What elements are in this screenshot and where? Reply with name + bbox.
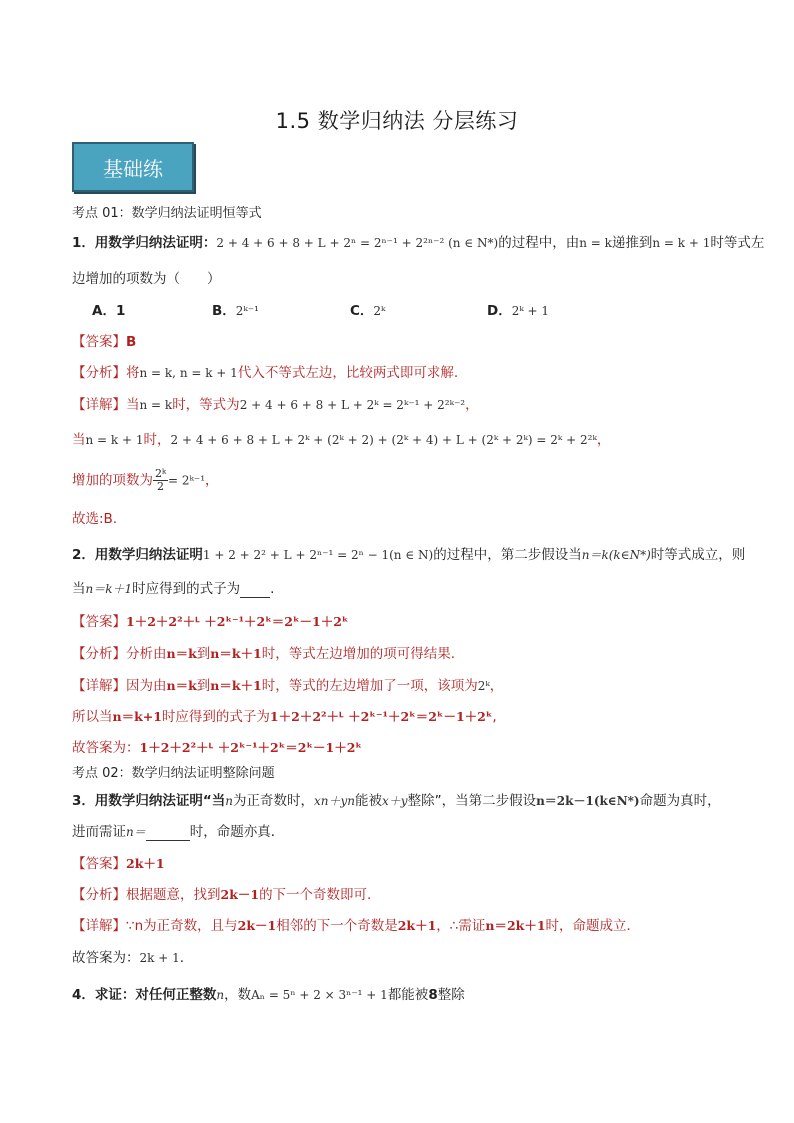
q1-option-d: D．2ᵏ + 1 [487, 303, 550, 319]
q2-answer: 【答案】1＋2＋2²＋ᒻ ＋2ᵏ⁻¹＋2ᵏ＝2ᵏ－1＋2ᵏ [72, 614, 349, 630]
q1-stem-line1: 1．用数学归纳法证明：2 + 4 + 6 + 8 + L + 2ⁿ = 2ⁿ⁻¹ + 2²ⁿ⁻² (n ∈ N*)的过程中，由n = k递推到n = k + 1时等式左 [72, 235, 765, 251]
q1-option-c: C．2ᵏ [350, 303, 386, 319]
q3-blank [146, 827, 190, 841]
q3-stem-line1: 3．用数学归纳法证明“当n为正奇数时，xn＋yn能被x＋y整除”，当第二步假设n＝2k－1(k∈N*)命题为真时， [72, 793, 721, 809]
q3-answer: 【答案】2k＋1 [72, 856, 165, 872]
q3-analysis: 【分析】根据题意，找到2k－1的下一个奇数即可. [72, 887, 372, 903]
q3-detail: 【详解】∵n为正奇数，且与2k－1相邻的下一个奇数是2k＋1，∴需证n＝2k＋1时，命题成立． [72, 918, 641, 934]
q1-fraction: $\frac{\text{2ᵏ}}{2}$ [155, 467, 167, 493]
q2-analysis: 【分析】分析由n＝k到n＝k＋1时，等式左边增加的项可得结果. [72, 646, 455, 662]
q1-analysis: 【分析】将n = k, n = k + 1代入不等式左边，比较两式即可求解. [72, 365, 459, 381]
q2-detail-line1: 【详解】因为由n＝k到n＝k＋1时，等式的左边增加了一项，该项为2ᵏ， [72, 678, 504, 694]
q1-detail-line1: 【详解】当n = k时，等式为2 + 4 + 6 + 8 + L + 2ᵏ = 2ᵏ⁻¹ + 2²ᵏ⁻²， [72, 397, 479, 413]
point-heading-2: 考点 02：数学归纳法证明整除问题 [72, 766, 275, 781]
q2-stem-line1: 2．用数学归纳法证明1 + 2 + 2² + L + 2ⁿ⁻¹ = 2ⁿ − 1(n ∈ N)的过程中，第二步假设当n＝k(k∈N*)时等式成立，则 [72, 547, 746, 563]
q2-stem-line2: 当n＝k＋1时应得到的式子为 . [72, 581, 275, 597]
q2-detail-line3: 故答案为：1＋2＋2²＋ᒻ ＋2ᵏ⁻¹＋2ᵏ＝2ᵏ－1＋2ᵏ [72, 740, 362, 756]
q1-formula: 2 + 4 + 6 + 8 + L + 2ⁿ = 2ⁿ⁻¹ + 2²ⁿ⁻² (n ∈ N*) [216, 236, 499, 250]
q1-detail-line3: 增加的项数为 $\frac{\text{2ᵏ}}{2}$ = 2ᵏ⁻¹， [72, 467, 219, 493]
q1-answer: 【答案】B [72, 334, 137, 350]
page-title: 1.5 数学归纳法 分层练习 [275, 109, 519, 133]
q1-detail-line2: 当n = k + 1时，2 + 4 + 6 + 8 + L + 2ᵏ + (2ᵏ + 2) + (2ᵏ + 4) + L + (2ᵏ + 2ᵏ) = 2ᵏ + 2²ᵏ， [72, 432, 611, 448]
q1-stem-line2: 边增加的项数为（ ） [72, 271, 221, 287]
q1-option-a: A．1 [92, 303, 126, 319]
q4-stem: 4．求证：对任何正整数n，数Aₙ = 5ⁿ + 2 × 3ⁿ⁻¹ + 1都能被8整除 [72, 987, 465, 1003]
section-badge: 基础练 [72, 142, 194, 192]
q1-conclusion: 故选:B. [72, 511, 118, 527]
q3-stem-line2: 进而需证n＝ 时，命题亦真． [72, 824, 285, 840]
q2-blank [240, 584, 270, 598]
point-heading-1: 考点 01：数学归纳法证明恒等式 [72, 206, 262, 221]
q1-option-b: B．2ᵏ⁻¹ [212, 303, 259, 319]
q3-conclusion: 故答案为：2k + 1. [72, 950, 185, 966]
q2-detail-line2: 所以当n＝k+1时应得到的式子为1＋2＋2²＋ᒻ ＋2ᵏ⁻¹＋2ᵏ＝2ᵏ－1＋2ᵏ, [72, 709, 497, 725]
